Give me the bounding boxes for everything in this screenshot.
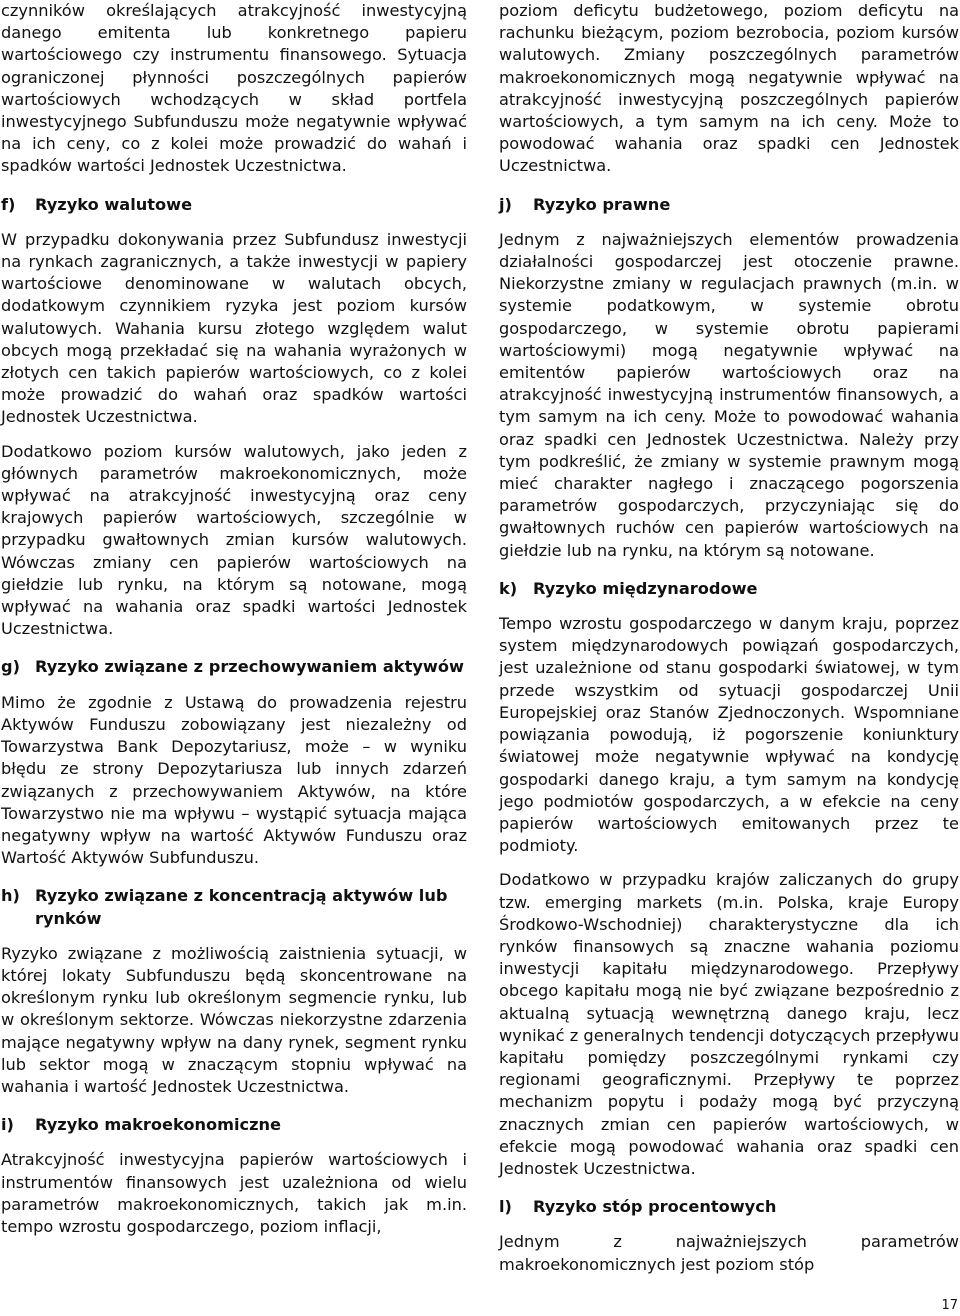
section-l-paragraph-1: Jednym z najważniejszych parametrów makroekonomicznych jest poziom stóp [499, 1232, 959, 1274]
section-i-title: Ryzyko makroekonomiczne [35, 1115, 282, 1135]
section-h-title: Ryzyko związane z koncentracją aktywów lub rynków [35, 886, 448, 928]
section-g-paragraph-1: Mimo że zgodnie z Ustawą do prowadzenia rejestru Aktywów Funduszu zobowiązany jest niezależny od Towarzystwa Bank Depozytariusz, może – w wyniku błędu ze strony Depozytariusza lub innych zdarzeń związanych z przechowywaniem Aktywów, na które Towarzystwo nie ma wpływu – wystąpić sytuacja mająca negatywny wpływ na wartość Aktywów Funduszu oraz Wartość Aktywów Subfunduszu. [1, 692, 467, 868]
left-column [1, 0, 467, 1238]
section-l-title: Ryzyko stóp procentowych [533, 1197, 777, 1217]
section-i-label: i) [1, 1115, 14, 1135]
section-k-paragraph-1: Tempo wzrostu gospodarczego w danym kraju, poprzez system międzynarodowych powiązań gospodarczych, jest uzależnione od stanu gospodarki światowej, w tym przede wszystkim od sytuacji gospodarczej Unii Europejskiej oraz Stanów Zjednoczonych. Wspomniane powiązania powodują, iż pogorszenie koniunktury światowej może negatywnie wpływać na kondycję gospodarki danego kraju, a tym samym na kondycję jego podmiotów gospodarczych, a w efekcie na ceny papierów wartościowych emitowanych przez te podmioty. [499, 614, 959, 856]
section-j-paragraph-1: Jednym z najważniejszych elementów prowadzenia działalności gospodarczej jest otoczenie prawne. Niekorzystne zmiany w regulacjach prawnych (m.in. w systemie podatkowym, w systemie obrotu gospodarczego, w systemie obrotu papierami wartościowymi) mogą negatywnie wpływać na emitentów papierów wartościowych oraz na atrakcyjność inwestycyjną instrumentów finansowych, a tym samym na ich ceny. Może to powodować wahania oraz spadki cen Jednostek Uczestnictwa. Należy przy tym podkreślić, że zmiany w systemie prawnym mogą mieć charakter nagłego i znaczącego pogorszenia parametrów gospodarczych, przyczyniając się do gwałtownych ruchów cen papierów wartościowych na giełdzie lub na rynku, na którym są notowane. [499, 229, 959, 560]
section-j-heading [499, 194, 959, 216]
section-h-label: h) [1, 886, 20, 906]
section-l-heading [499, 1196, 959, 1218]
section-f-label: f) [1, 194, 16, 214]
section-g-title: Ryzyko związane z przechowywaniem aktywów [35, 657, 464, 677]
right-column [499, 0, 959, 1276]
paragraph-intro-left: czynników określających atrakcyjność inwestycyjną danego emitenta lub konkretnego papieru wartościowego czy instrumentu finansowego. Sytuacja ograniczonej płynności poszczególnych papierów wartościowych wchodzących w skład portfela inwestycyjnego Subfunduszu może negatywnie wpływać na ich ceny, co z kolei może prowadzić do wahań i spadków wartości Jednostek Uczestnictwa. [1, 1, 467, 176]
section-i-heading [1, 1114, 467, 1136]
section-k-paragraph-2: Dodatkowo w przypadku krajów zaliczanych do grupy tzw. emerging markets (m.in. Polska, kraje Europy Środkowo-Wschodniej) charakterystyczne dla ich rynków finansowych są znaczne wahania poziomu inwestycji kapitału międzynarodowego. Przepływy obcego kapitału mogą nie być związane bezpośrednio z aktualną sytuacją wewnętrzną danego kraju, lecz wynikać z generalnych tendencji dotyczących przepływu kapitału pomiędzy poszczególnymi rynkami czy regionami geograficznymi. Przepływy te poprzez mechanizm popytu i podaży mogą być przyczyną znacznych zmian cen papierów wartościowych, w efekcie mogą powodować wahania oraz spadki cen Jednostek Uczestnictwa. [499, 870, 959, 1178]
section-h-heading [1, 885, 467, 929]
section-f-title: Ryzyko walutowe [35, 194, 193, 214]
paragraph-intro-right: poziom deficytu budżetowego, poziom deficytu na rachunku bieżącym, poziom bezrobocia, poziom kursów walutowych. Zmiany poszczególnych parametrów makroekonomicznych mogą negatywnie wpływać na atrakcyjność inwestycyjną poszczególnych papierów wartościowych, a tym samym na ich ceny. Może to powodować wahania oraz spadki cen Jednostek Uczestnictwa. [499, 1, 959, 176]
section-k-label: k) [499, 578, 518, 598]
section-g-heading [1, 656, 467, 678]
section-g-label: g) [1, 657, 20, 677]
page-number: 17 [941, 1298, 958, 1313]
section-k-title: Ryzyko międzynarodowe [533, 578, 758, 598]
section-k-heading [499, 578, 959, 600]
section-j-label: j) [499, 194, 512, 214]
section-h-paragraph-1: Ryzyko związane z możliwością zaistnienia sytuacji, w której lokaty Subfunduszu będą skoncentrowane na określonym rynku lub określonym segmencie rynku, lub w określonym sektorze. Wówczas niekorzystne zdarzenia mające negatywny wpływ na dany rynek, segment rynku lub sektor mogą w znaczącym stopniu wpływać na wahania i wartość Jednostek Uczestnictwa. [1, 943, 467, 1096]
section-f-paragraph-2: Dodatkowo poziom kursów walutowych, jako jeden z głównych parametrów makroekonomicznych, może wpływać na atrakcyjność inwestycyjną oraz ceny krajowych papierów wartościowych, szczególnie w przypadku gwałtownych zmian kursów walutowych. Wówczas zmiany cen papierów wartościowych na giełdzie lub rynku, na którym są notowane, mogą wpływać na wahania oraz spadki wartości Jednostek Uczestnictwa. [1, 441, 467, 639]
section-j-title: Ryzyko prawne [533, 194, 671, 214]
section-i-paragraph-1: Atrakcyjność inwestycyjna papierów wartościowych i instrumentów finansowych jest uzależniona od wielu parametrów makroekonomicznych, takich jak m.in. tempo wzrostu gospodarczego, poziom inflacji, [1, 1150, 467, 1236]
section-f-heading [1, 194, 467, 216]
section-l-label: l) [499, 1197, 512, 1217]
section-f-paragraph-1: W przypadku dokonywania przez Subfundusz inwestycji na rynkach zagranicznych, a także inwestycji w papiery wartościowe denominowane w walutach obcych, dodatkowym czynnikiem ryzyka jest poziom kursów walutowych. Wahania kursu złotego względem walut obcych mogą przekładać się na wahania wyrażonych w złotych cen takich papierów wartościowych, co z kolei może prowadzić do wahań oraz spadków wartości Jednostek Uczestnictwa. [1, 229, 467, 427]
